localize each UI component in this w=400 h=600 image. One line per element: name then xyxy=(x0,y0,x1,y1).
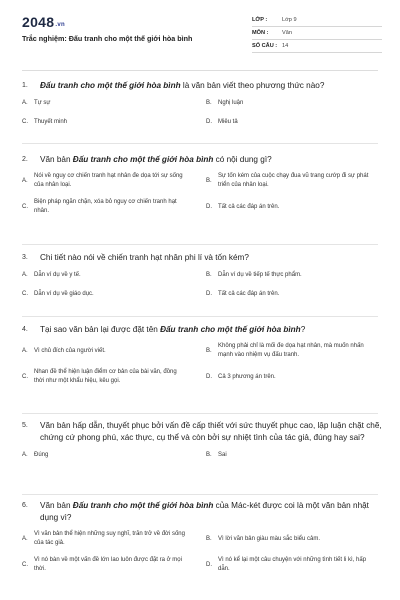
options xyxy=(22,270,382,300)
question-divider xyxy=(22,143,378,144)
option-letter: C. xyxy=(22,561,28,568)
option-text: Dẫn ví dụ về tiếp tế thực phẩm. xyxy=(218,272,302,278)
option-text: Tự sự xyxy=(34,100,51,106)
option-c[interactable] xyxy=(22,556,194,574)
question-divider xyxy=(22,494,378,495)
question-number: 3. xyxy=(22,254,28,261)
site-logo[interactable] xyxy=(22,14,65,30)
option-letter: D. xyxy=(206,561,212,568)
option-letter: D. xyxy=(206,373,212,380)
question-number: 6. xyxy=(22,502,28,509)
option-text: Sự tốn kém của cuộc chạy đua vũ trang cướp đi sự phát triển của nhân loại. xyxy=(218,173,369,188)
option-text: Cả 3 phương án trên. xyxy=(218,373,276,380)
question-pre: Tại sao văn bản lại được đặt tên xyxy=(40,325,161,334)
meta-row-class xyxy=(252,14,382,27)
meta-value: Văn xyxy=(282,30,292,36)
option-a[interactable] xyxy=(22,98,194,109)
option-text: Thuyết minh xyxy=(34,119,68,125)
question-divider xyxy=(22,316,378,317)
option-letter: A. xyxy=(22,535,28,542)
options xyxy=(22,172,382,216)
option-text: Dẫn ví dụ về giáo dục. xyxy=(34,291,94,297)
option-text: Sai xyxy=(218,452,227,458)
option-letter: D. xyxy=(206,203,212,210)
option-d[interactable] xyxy=(206,198,378,216)
question-post: có nội dung gì? xyxy=(213,155,272,164)
question-4 xyxy=(22,324,382,386)
question-pre: Chi tiết nào nói về chiến tranh hạt nhân phi lí và tốn kém? xyxy=(40,253,249,262)
question-text xyxy=(22,252,382,264)
option-letter: A. xyxy=(22,347,28,354)
option-letter: A. xyxy=(22,100,28,106)
option-text: Vì lời văn bản giàu màu sắc biểu cảm. xyxy=(218,535,320,542)
quiz-meta xyxy=(252,14,382,53)
meta-key: SỐ CÂU : xyxy=(252,43,278,49)
option-letter: B. xyxy=(206,535,212,542)
question-post: ? xyxy=(300,325,306,334)
option-a[interactable] xyxy=(22,172,194,190)
meta-value: 14 xyxy=(282,43,289,49)
option-d[interactable] xyxy=(206,289,378,300)
options xyxy=(22,450,382,461)
option-letter: B. xyxy=(206,347,212,354)
question-number: 5. xyxy=(22,422,28,429)
option-text: Dẫn ví dụ về y tế. xyxy=(34,272,81,278)
option-letter: D. xyxy=(206,291,212,297)
question-1 xyxy=(22,80,382,128)
question-text xyxy=(22,420,382,444)
option-c[interactable] xyxy=(22,198,194,216)
option-letter: D. xyxy=(206,119,212,125)
question-text xyxy=(22,500,382,524)
option-b[interactable] xyxy=(206,98,378,109)
page-header xyxy=(0,0,400,72)
meta-row-subject xyxy=(252,27,382,40)
question-post: của Mác-két được coi là một văn bản nhật dụng vì? xyxy=(40,501,369,522)
option-text: Vì chủ đích của người viết. xyxy=(34,347,106,354)
option-text: Biện pháp ngăn chặn, xóa bỏ nguy cơ chiến tranh hạt nhân. xyxy=(34,199,177,214)
question-number: 1. xyxy=(22,82,28,89)
logo-sub: .vn xyxy=(55,22,65,28)
option-letter: A. xyxy=(22,177,28,184)
option-a[interactable] xyxy=(22,530,194,548)
question-number: 2. xyxy=(22,156,28,163)
question-bold: Đấu tranh cho một thế giới hòa bình xyxy=(160,325,301,334)
question-bold: Đấu tranh cho một thế giới hòa bình xyxy=(72,501,214,510)
question-pre: Văn bản hấp dẫn, thuyết phục bởi vấn đề cấp thiết với sức thuyết phục cao, lập luận chặt chẽ, chứng cứ phong phú, xác thực, cụ thể và còn bởi sự nhiệt tình của tác giả, đúng hay sai? xyxy=(40,421,382,442)
meta-key: MÔN : xyxy=(252,30,269,36)
question-2 xyxy=(22,154,382,216)
option-letter: C. xyxy=(22,291,28,297)
option-b[interactable] xyxy=(206,530,378,548)
option-c[interactable] xyxy=(22,289,194,300)
options xyxy=(22,98,382,128)
header-divider xyxy=(22,70,378,71)
option-d[interactable] xyxy=(206,556,378,574)
option-a[interactable] xyxy=(22,342,194,360)
option-text: Nói về nguy cơ chiến tranh hạt nhân đe dọa tới sự sống của nhân loại. xyxy=(34,173,183,188)
meta-key: LỚP : xyxy=(252,17,268,23)
question-text xyxy=(22,154,382,166)
option-letter: A. xyxy=(22,452,28,458)
option-a[interactable] xyxy=(22,450,194,461)
option-letter: A. xyxy=(22,272,28,278)
option-c[interactable] xyxy=(22,368,194,386)
option-letter: B. xyxy=(206,100,212,106)
option-b[interactable] xyxy=(206,342,378,360)
option-b[interactable] xyxy=(206,270,378,281)
option-text: Vì nó bàn về một vấn đề lớn lao luôn được đặt ra ở mọi thời. xyxy=(34,557,182,572)
option-text: Đúng xyxy=(34,452,49,458)
option-text: Nghị luận xyxy=(218,100,244,106)
option-text: Tất cả các đáp án trên. xyxy=(218,291,280,297)
question-text xyxy=(22,324,382,336)
option-text: Tất cả các đáp án trên. xyxy=(218,203,280,210)
option-letter: C. xyxy=(22,119,28,125)
option-d[interactable] xyxy=(206,117,378,128)
question-pre: Văn bản xyxy=(40,155,73,164)
logo-main: 2048 xyxy=(22,14,55,30)
option-letter: C. xyxy=(22,373,28,380)
option-b[interactable] xyxy=(206,450,378,461)
question-divider xyxy=(22,413,378,414)
option-letter: B. xyxy=(206,272,212,278)
meta-row-count xyxy=(252,40,382,53)
option-text: Không phải chỉ là mối đe dọa hạt nhân, mà muốn nhấn mạnh vào nhiệm vụ đấu tranh. xyxy=(218,343,364,358)
option-text: Vì văn bản thể hiện những suy nghĩ, trăn trở về đời sống của tác giả. xyxy=(34,531,185,546)
option-a[interactable] xyxy=(22,270,194,281)
question-number: 4. xyxy=(22,326,28,333)
question-post: là văn bản viết theo phương thức nào? xyxy=(180,81,325,90)
option-text: Nhan đề thể hiện luận điểm cơ bản của bài văn, đồng thời như một khẩu hiệu, kêu gọi. xyxy=(34,369,177,384)
question-pre: Văn bản xyxy=(40,501,73,510)
question-bold: Đấu tranh cho một thế giới hòa bình xyxy=(72,155,214,164)
question-3 xyxy=(22,252,382,300)
quiz-title: Trắc nghiệm: Đấu tranh cho một thế giới hòa bình xyxy=(22,34,193,43)
option-c[interactable] xyxy=(22,117,194,128)
options xyxy=(22,530,382,574)
option-letter: B. xyxy=(206,452,212,458)
question-text xyxy=(22,80,382,92)
meta-value: Lớp 9 xyxy=(282,17,297,23)
question-5 xyxy=(22,420,382,461)
option-letter: C. xyxy=(22,203,28,210)
option-b[interactable] xyxy=(206,172,378,190)
options xyxy=(22,342,382,386)
question-divider xyxy=(22,244,378,245)
option-letter: B. xyxy=(206,177,212,184)
option-text: Vì nó kể lại một câu chuyện với những tình tiết li kì, hấp dẫn. xyxy=(218,557,367,572)
question-6 xyxy=(22,500,382,574)
question-bold: Đấu tranh cho một thế giới hòa bình xyxy=(40,81,181,90)
option-d[interactable] xyxy=(206,368,378,386)
option-text: Miêu tả xyxy=(218,119,238,125)
